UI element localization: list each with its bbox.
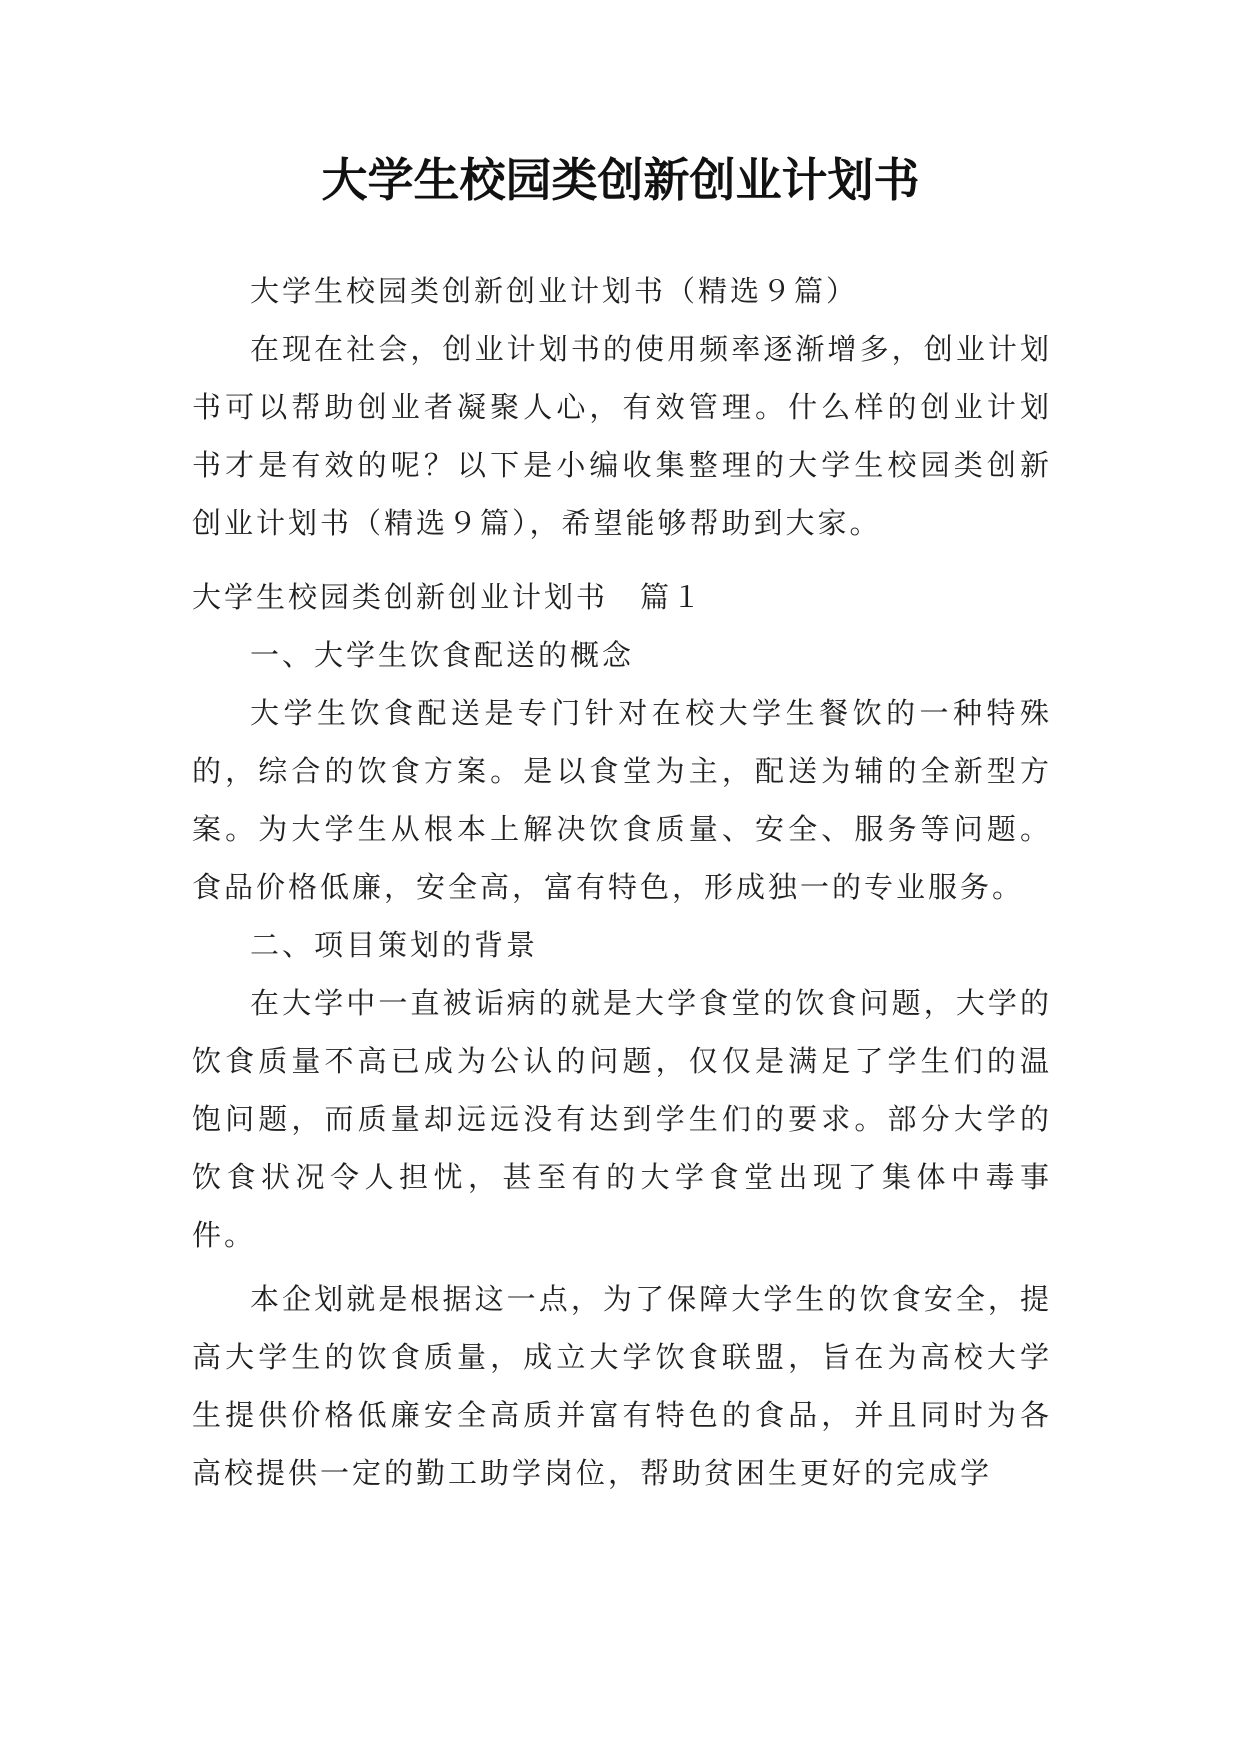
section-1 <box>192 568 1052 1502</box>
document-title: 大学生校园类创新创业计划书 <box>321 153 920 207</box>
intro-paragraph: 在现在社会，创业计划书的使用频率逐渐增多，创业计划书可以帮助创业者凝聚人心，有效管理。什么样的创业计划书才是有效的呢？以下是小编收集整理的大学生校园类创新创业计划书（精选９篇），希望能够帮助到大家。 <box>192 332 1052 540</box>
intro-subtitle: 大学生校园类创新创业计划书（精选９篇） <box>250 274 859 308</box>
section-part2-title: 二、项目策划的背景 <box>250 928 539 962</box>
section-part3-text: 本企划就是根据这一点，为了保障大学生的饮食安全，提高大学生的饮食质量，成立大学饮食联盟，旨在为高校大学生提供价格低廉安全高质并富有特色的食品，并且同时为各高校提供一定的勤工助学岗位，帮助贫困生更好的完成学 <box>192 1282 1052 1490</box>
section-part1-title: 一、大学生饮食配送的概念 <box>250 638 635 672</box>
section-part1-text: 大学生饮食配送是专门针对在校大学生餐饮的一种特殊的，综合的饮食方案。是以食堂为主，配送为辅的全新型方案。为大学生从根本上解决饮食质量、安全、服务等问题。食品价格低廉，安全高，富有特色，形成独一的专业服务。 <box>192 696 1052 904</box>
section-part2-text: 在大学中一直被诟病的就是大学食堂的饮食问题，大学的饮食质量不高已成为公认的问题，仅仅是满足了学生们的温饱问题，而质量却远远没有达到学生们的要求。部分大学的饮食状况令人担忧，甚至有的大学食堂出现了集体中毒事件。 <box>192 986 1052 1252</box>
intro-block <box>192 262 1052 552</box>
section-heading: 大学生校园类创新创业计划书 篇１ <box>192 580 705 614</box>
